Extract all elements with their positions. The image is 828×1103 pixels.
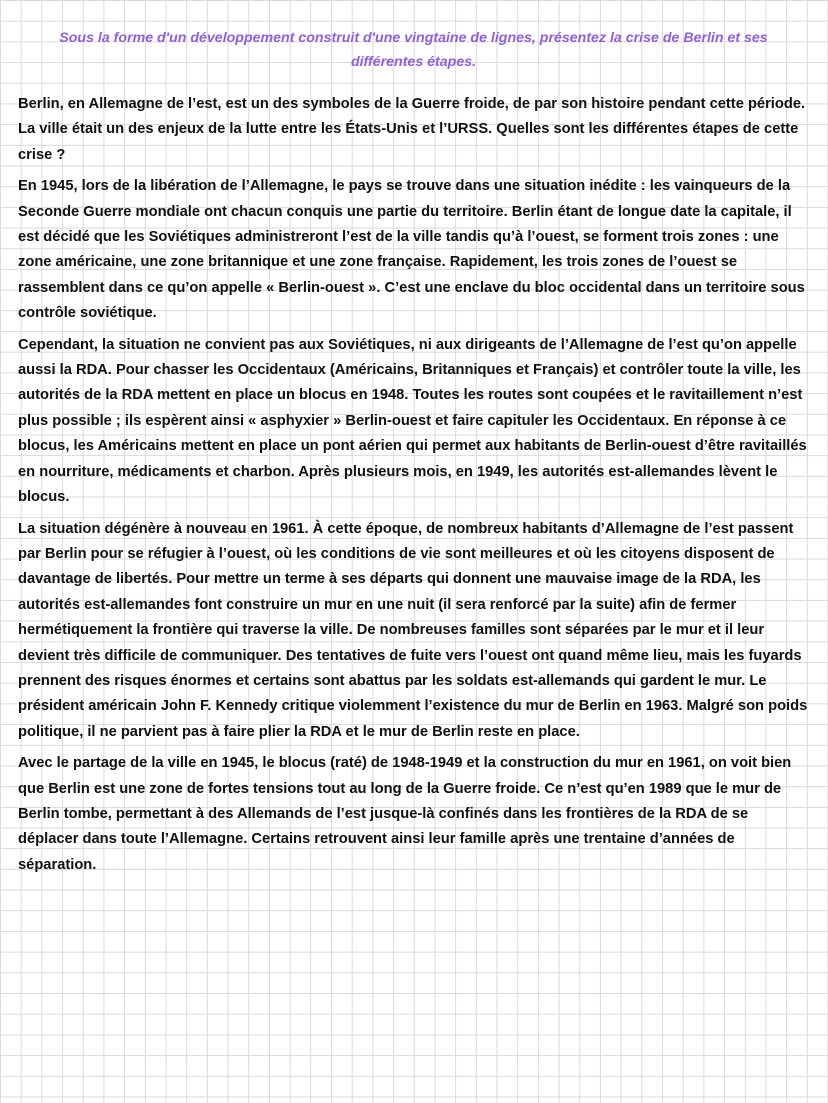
- paragraph-1945-partition: En 1945, lors de la libération de l’Allemagne, le pays se trouve dans une situation inédite : les vainqueurs de la Seconde Guerre mondiale ont chacun conquis une partie du territoire. Berlin étant de longue date la capitale, il est décidé que les Soviétiques administreront l’est de la ville tandis qu’à l’ouest, se forment trois zones : une zone américaine, une zone britannique et une zone française. Rapidement, les trois zones de l’ouest se rassemblent dans ce qu’on appelle « Berlin-ouest ». C’est une enclave du bloc occidental dans un territoire sous contrôle soviétique.: [18, 178, 805, 322]
- essay-prompt: Sous la forme d'un développement construit d'une vingtaine de lignes, présentez la crise de Berlin et ses différentes étapes.: [59, 30, 768, 70]
- paragraph-1961-wall: La situation dégénère à nouveau en 1961. À cette époque, de nombreux habitants d’Allemagne de l’est passent par Berlin pour se réfugier à l’ouest, où les conditions de vie sont meilleures et où les citoyens disposent de davantage de libertés. Pour mettre un terme à ses départs qui donnent une mauvaise image de la RDA, les autorités est-allemandes font construire un mur en une nuit (il sera renforcé par la suite) afin de fermer hermétiquement la frontière qui traverse la ville. De nombreuses familles sont séparées par le mur et il leur devient très difficile de communiquer. Des tentatives de fuite vers l’ouest ont quand même lieu, mais les fuyards prennent des risques énormes et certains sont abattus par les soldats est-allemands qui gardent le mur. Le président américain John F. Kennedy critique violemment l’existence du mur de Berlin en 1963. Malgré son poids politique, il ne parvient pas à faire plier la RDA et le mur de Berlin reste en place.: [18, 520, 808, 740]
- paragraph-conclusion: Avec le partage de la ville en 1945, le blocus (raté) de 1948-1949 et la construction du mur en 1961, on voit bien que Berlin est une zone de fortes tensions tout au long de la Guerre froide. Ce n’est qu’en 1989 que le mur de Berlin tombe, permettant à des Allemands de l’est jusque-là confinés dans les frontières de la RDA de se déplacer dans toute l’Allemagne. Certains retrouvent ainsi leur famille après une trentaine d’années de séparation.: [18, 755, 792, 873]
- paragraph-introduction: Berlin, en Allemagne de l’est, est un des symboles de la Guerre froide, de par son histoire pendant cette période. La ville était un des enjeux de la lutte entre les États-Unis et l’URSS. Quelles sont les différentes étapes de cette crise ?: [18, 96, 806, 163]
- paragraph-1948-blockade: Cependant, la situation ne convient pas aux Soviétiques, ni aux dirigeants de l’Allemagne de l’est qu’on appelle aussi la RDA. Pour chasser les Occidentaux (Américains, Britanniques et Français) et contrôler toute la ville, les autorités de la RDA mettent en place un blocus en 1948. Toutes les routes sont coupées et le ravitaillement n’est plus possible ; ils espèrent ainsi « asphyxier » Berlin-ouest et faire capituler les Occidentaux. En réponse à ce blocus, les Américains mettent en place un pont aérien qui permet aux habitants de Berlin-ouest d’être ravitaillés en nourriture, médicaments et charbon. Après plusieurs mois, en 1949, les autorités est-allemandes lèvent le blocus.: [18, 336, 807, 506]
